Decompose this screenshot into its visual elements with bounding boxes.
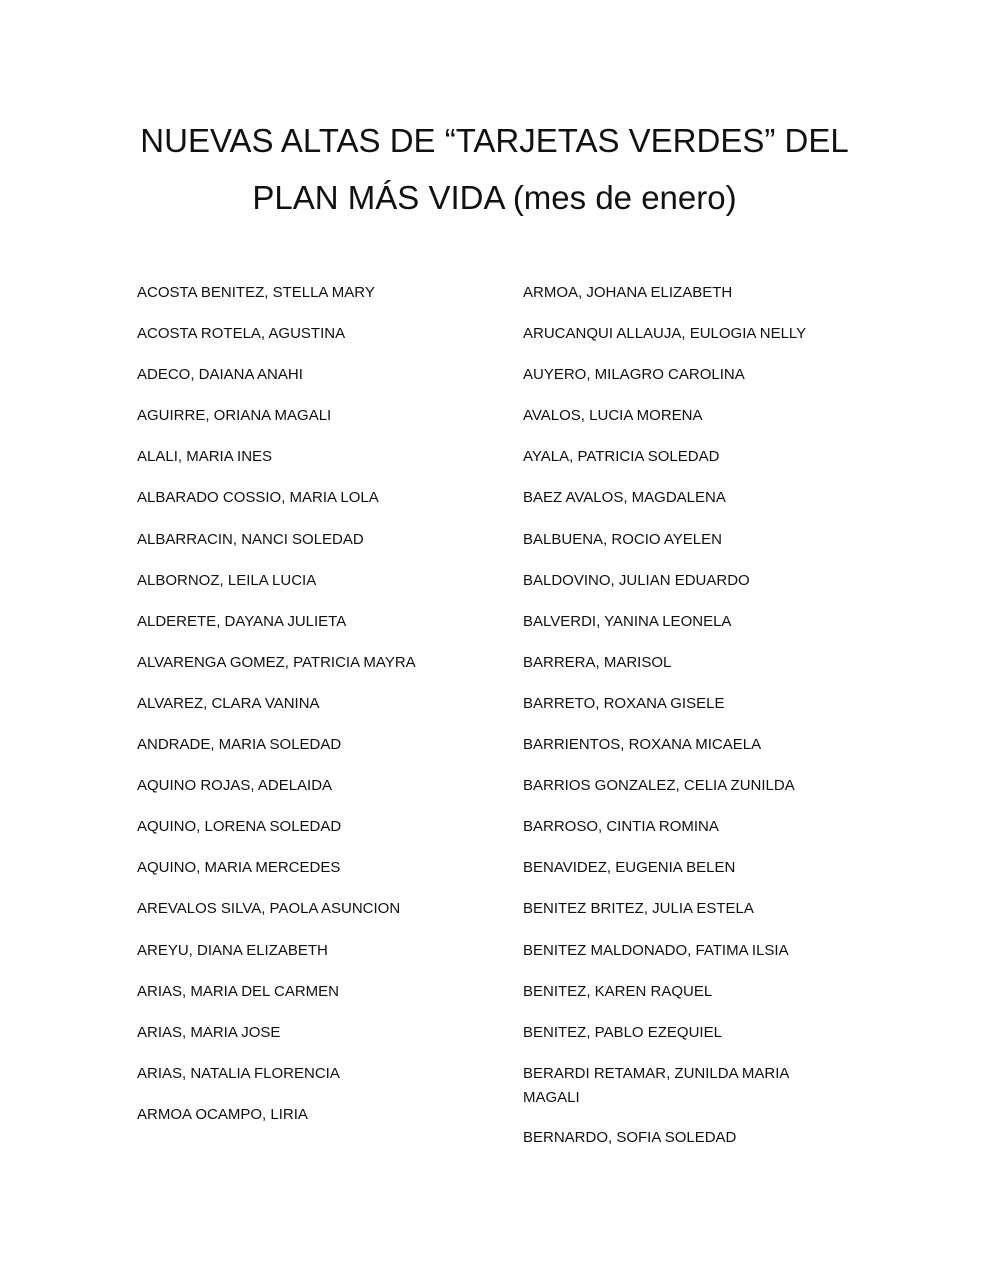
list-item: ACOSTA BENITEZ, STELLA MARY	[137, 284, 375, 301]
list-item: ACOSTA ROTELA, AGUSTINA	[137, 325, 346, 343]
list-item: BENITEZ, KAREN RAQUEL	[523, 982, 713, 1000]
list-item: BALVERDI, YANINA LEONELA	[523, 612, 732, 630]
list-item: AGUIRRE, ORIANA MAGALI	[137, 407, 332, 425]
list-item: BARRIENTOS, ROXANA MICAELA	[523, 736, 762, 754]
list-item: ALALI, MARIA INES	[137, 448, 273, 466]
list-item: ALBARRACIN, NANCI SOLEDAD	[137, 530, 364, 548]
page-title-line-2: PLAN MÁS VIDA (mes de enero)	[252, 179, 737, 216]
names-list-left	[137, 281, 497, 1144]
list-item: AQUINO, LORENA SOLEDAD	[137, 818, 342, 836]
list-item: BENITEZ BRITEZ, JULIA ESTELA	[523, 900, 754, 918]
list-item: AYALA, PATRICIA SOLEDAD	[523, 448, 720, 466]
list-item: AREVALOS SILVA, PAOLA ASUNCION	[137, 900, 401, 918]
list-item: ANDRADE, MARIA SOLEDAD	[137, 736, 342, 754]
names-list-right	[523, 281, 833, 1167]
list-item: ALVAREZ, CLARA VANINA	[137, 694, 320, 712]
list-item: ARMOA OCAMPO, LIRIA	[137, 1105, 308, 1123]
list-item: BENITEZ, PABLO EZEQUIEL	[523, 1023, 722, 1041]
list-item: AVALOS, LUCIA MORENA	[523, 407, 703, 425]
list-item: BENITEZ MALDONADO, FATIMA ILSIA	[523, 941, 789, 959]
list-item: ARIAS, MARIA JOSE	[137, 1023, 281, 1041]
list-item: AREYU, DIANA ELIZABETH	[137, 941, 328, 959]
list-item: ARUCANQUI ALLAUJA, EULOGIA NELLY	[523, 325, 807, 343]
list-item: BAEZ AVALOS, MAGDALENA	[523, 489, 726, 507]
list-item: ADECO, DAIANA ANAHI	[137, 366, 303, 384]
list-item: ARMOA, JOHANA ELIZABETH	[523, 284, 733, 301]
list-item: AQUINO, MARIA MERCEDES	[137, 859, 341, 877]
list-item: BARROSO, CINTIA ROMINA	[523, 818, 719, 836]
list-item: ALVARENGA GOMEZ, PATRICIA MAYRA	[137, 653, 416, 671]
list-item: ALDERETE, DAYANA JULIETA	[137, 612, 347, 630]
list-item: BERNARDO, SOFIA SOLEDAD	[523, 1129, 737, 1147]
list-item: BALBUENA, ROCIO AYELEN	[523, 530, 722, 548]
list-item: AQUINO ROJAS, ADELAIDA	[137, 777, 333, 795]
list-item: AUYERO, MILAGRO CAROLINA	[523, 366, 745, 384]
list-item: BARRETO, ROXANA GISELE	[523, 694, 725, 712]
list-item: ARIAS, NATALIA FLORENCIA	[137, 1064, 340, 1082]
list-item: ALBARADO COSSIO, MARIA LOLA	[137, 489, 379, 507]
list-item: BALDOVINO, JULIAN EDUARDO	[523, 571, 750, 589]
list-item: BERARDI RETAMAR, ZUNILDA MARIA MAGALI	[523, 1064, 789, 1106]
list-item: ARIAS, MARIA DEL CARMEN	[137, 982, 339, 1000]
list-item: BARRERA, MARISOL	[523, 653, 672, 671]
page-title-line-1: NUEVAS ALTAS DE “TARJETAS VERDES” DEL	[140, 122, 849, 159]
list-item: ALBORNOZ, LEILA LUCIA	[137, 571, 317, 589]
list-item: BENAVIDEZ, EUGENIA BELEN	[523, 859, 736, 877]
list-item: BARRIOS GONZALEZ, CELIA ZUNILDA	[523, 777, 795, 795]
page-title	[0, 112, 989, 226]
